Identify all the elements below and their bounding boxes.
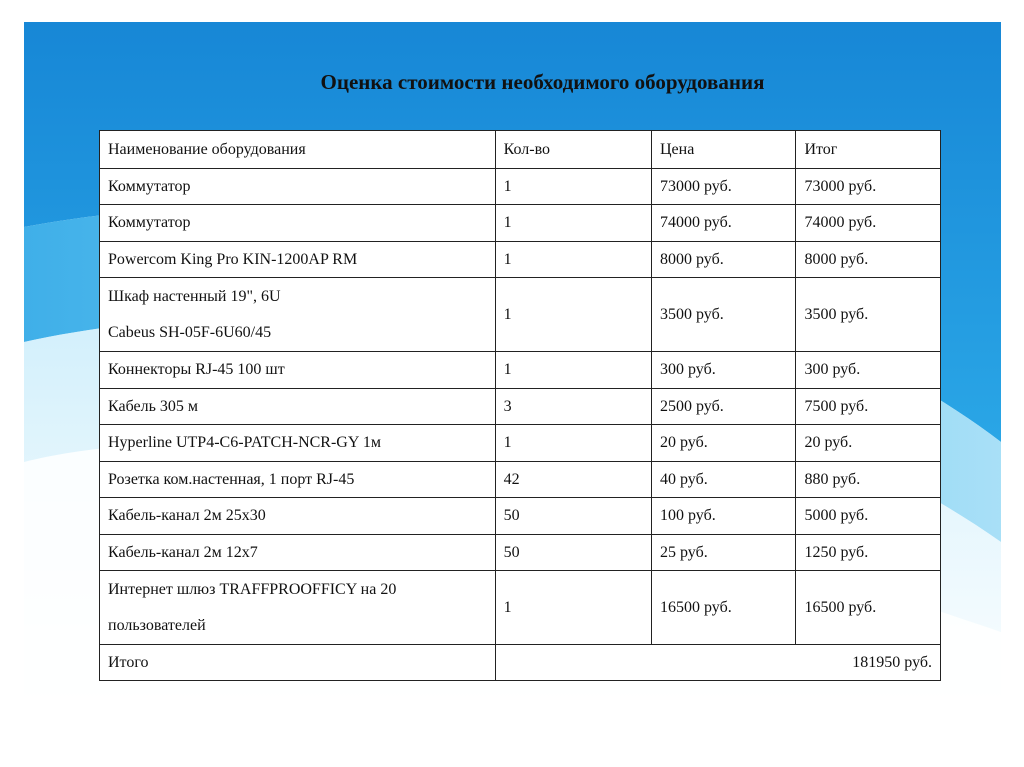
qty-cell: 1 <box>495 425 651 462</box>
table-row <box>100 389 941 425</box>
table-row <box>100 242 941 278</box>
name-cell: Коммутатор <box>100 169 496 205</box>
qty-cell: 1 <box>495 352 651 389</box>
name-cell <box>100 571 496 645</box>
qty-cell: 50 <box>495 498 651 535</box>
qty-cell: 1 <box>495 571 651 645</box>
price-cell: 300 руб. <box>651 352 795 389</box>
header-cell: Итог <box>796 131 941 169</box>
total-cell: 880 руб. <box>796 462 941 498</box>
total-cell: 5000 руб. <box>796 498 941 535</box>
table-row <box>100 462 941 498</box>
qty-cell: 1 <box>495 242 651 278</box>
total-cell: 3500 руб. <box>796 278 941 352</box>
name-cell: Коннекторы RJ-45 100 шт <box>100 352 496 389</box>
qty-cell: 1 <box>495 278 651 352</box>
total-cell: 300 руб. <box>796 352 941 389</box>
price-cell: 3500 руб. <box>651 278 795 352</box>
name-line: Интернет шлюз TRAFFPROOFFICY на 20 <box>108 580 397 598</box>
total-cell: 1250 руб. <box>796 535 941 571</box>
header-cell: Цена <box>651 131 795 169</box>
total-cell: 74000 руб. <box>796 205 941 242</box>
qty-cell: 42 <box>495 462 651 498</box>
equipment-cost-table <box>99 130 941 681</box>
table-row <box>100 169 941 205</box>
name-cell: Коммутатор <box>100 205 496 242</box>
price-cell: 25 руб. <box>651 535 795 571</box>
qty-cell: 1 <box>495 205 651 242</box>
table-row <box>100 425 941 462</box>
name-cell: Кабель-канал 2м 25x30 <box>100 498 496 535</box>
price-cell: 20 руб. <box>651 425 795 462</box>
qty-cell: 50 <box>495 535 651 571</box>
table-header-row <box>100 131 941 169</box>
name-cell: Powercom King Pro KIN-1200AP RM <box>100 242 496 278</box>
total-cell: 73000 руб. <box>796 169 941 205</box>
qty-cell: 3 <box>495 389 651 425</box>
header-cell: Кол-во <box>495 131 651 169</box>
price-cell: 2500 руб. <box>651 389 795 425</box>
price-cell: 40 руб. <box>651 462 795 498</box>
grand-total-cell: 181950 руб. <box>495 645 940 681</box>
table-row <box>100 535 941 571</box>
total-row <box>100 645 941 681</box>
total-cell: 8000 руб. <box>796 242 941 278</box>
name-line: Шкаф настенный 19", 6U <box>108 287 281 305</box>
table-row <box>100 205 941 242</box>
price-cell: 100 руб. <box>651 498 795 535</box>
price-cell: 8000 руб. <box>651 242 795 278</box>
total-label-cell: Итого <box>100 645 496 681</box>
slide-title: Оценка стоимости необходимого оборудования <box>320 70 765 94</box>
price-cell: 73000 руб. <box>651 169 795 205</box>
name-line: пользователей <box>108 616 206 634</box>
name-cell: Hyperline UTP4-C6-PATCH-NCR-GY 1м <box>100 425 496 462</box>
total-cell: 16500 руб. <box>796 571 941 645</box>
table-row <box>100 571 941 645</box>
price-cell: 74000 руб. <box>651 205 795 242</box>
name-cell <box>100 278 496 352</box>
name-cell: Кабель 305 м <box>100 389 496 425</box>
table-row <box>100 498 941 535</box>
qty-cell: 1 <box>495 169 651 205</box>
price-cell: 16500 руб. <box>651 571 795 645</box>
total-cell: 7500 руб. <box>796 389 941 425</box>
table-row <box>100 352 941 389</box>
slide <box>24 22 1001 746</box>
table-row <box>100 278 941 352</box>
name-line: Cabeus SH-05F-6U60/45 <box>108 323 272 341</box>
name-cell: Розетка ком.настенная, 1 порт RJ-45 <box>100 462 496 498</box>
total-cell: 20 руб. <box>796 425 941 462</box>
header-cell: Наименование оборудования <box>100 131 496 169</box>
name-cell: Кабель-канал 2м 12x7 <box>100 535 496 571</box>
